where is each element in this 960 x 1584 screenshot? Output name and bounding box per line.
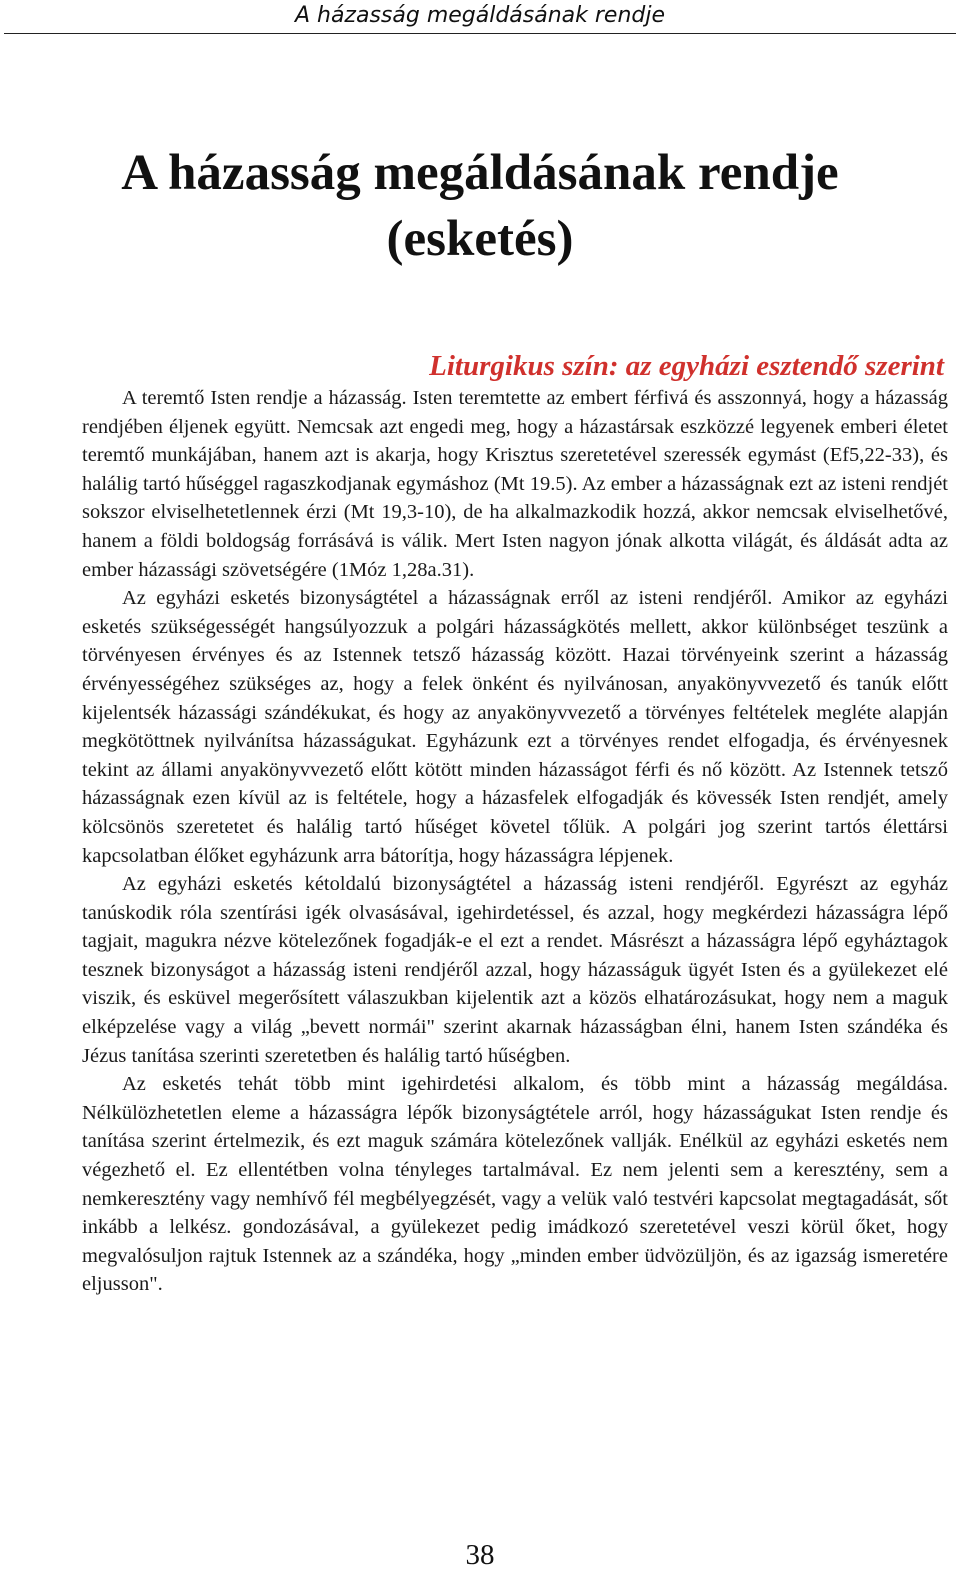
paragraph-3: Az egyházi esketés kétoldalú bizonyságtétel a házasság isteni rendjéről. Egyrészt az egyház tanúskodik róla szentírási igék olvasásával, igehirdetéssel, és azzal, hogy megkérdezi házasságra lépő tagjait, magukra nézve kötelezőnek fogadják-e el ezt a rendet. Másrészt a házasságra lépő egyháztagok tesznek bizonyságot a házasság isteni rendjéről azzal, hogy házasságuk ügyét Isten és a gyülekezet elé viszik, és esküvel megerősített válaszukban kijelentik azt a közös elhatározásukat, hogy nem a maguk elképzelése vagy a világ „bevett normái" szerint akarnak házasságban élni, hanem Isten szándéka és Jézus tanítása szerinti szeretetben és halálig tartó hűségben.	[82, 873, 948, 1067]
page-title-line-2: (esketés)	[386, 211, 574, 267]
page-title-line-1: A házasság megáldásának rendje	[121, 145, 839, 201]
paragraph-4: Az esketés tehát több mint igehirdetési alkalom, és több mint a házasság megáldása. Nélkülözhetetlen eleme a házasságra lépők bizonyságtétele arról, hogy házasságukat Isten rendje és tanítása szerint értelmezik, és ezt maguk számára kötelezőnek vallják. Enélkül az egyházi esketés nem végezhető el. Ez ellentétben volna tényleges tartalmával. Ez nem jelenti sem a keresztény, sem a nemkeresztény vagy nemhívő fél megbélyegzését, vagy a velük való testvéri kapcsolat megtagadását, sőt inkább a lelkész. gondozásával, a gyülekezet pedig imádkozó szeretetével veszi körül őket, hogy megvalósuljon rajtuk Istennek az a szándéka, hogy „minden ember üdvözüljön, és az igazság ismeretére eljusson".	[82, 1073, 948, 1296]
liturgical-color-subtitle: Liturgikus szín: az egyházi esztendő szerint	[429, 350, 944, 382]
page-number: 38	[465, 1539, 495, 1571]
running-header: A házasság megáldásának rendje	[4, 0, 956, 34]
paragraph-2: Az egyházi esketés bizonyságtétel a házasságnak erről az isteni rendjéről. Amikor az egyházi esketés szükségességét hangsúlyozzuk a polgári házasságkötés mellett, akkor különbséget teszünk a törvényesen érvényes és az Istennek tetsző házasság között. Hazai törvényeink szerint a házasság érvényességéhez szükséges az, hogy a felek önként és nyilvánosan, anyakönyvvezető és tanúk előtt kijelentsék házassági szándékukat, és hogy az anyakönyvvezető a törvényes feltételek megléte alapján megkötöttnek nyilvánítsa házasságukat. Egyházunk ezt a törvényes rendet elfogadja, és érvényesnek tekint az állami anyakönyvvezető előtt kötött minden házasságot férfi és nő között. Az Istennek tetsző házasságnak ezen kívül az is feltétele, hogy a házasfelek elfogadják és kövessék Isten rendjét, amely kölcsönös szeretetet és halálig tartó hűséget követel tőlük. A polgári jog szerint tartós élettársi kapcsolatban élőket egyházunk arra bátorítja, hogy házasságra lépjenek.	[82, 587, 948, 867]
paragraph-1: A teremtő Isten rendje a házasság. Isten teremtette az embert férfivá és asszonnyá, hogy a házasság rendjében éljenek együtt. Nemcsak azt engedi meg, hogy a házastársak eszközzé legyenek emberi életet teremtő munkájában, hanem azt is akarja, hogy Krisztus szeretetével szeressék egymást (Ef5,22-33), és halálig tartó hűséggel ragaszkodjanak egymáshoz (Mt 19.5). Az ember a házasságnak ezt az isteni rendjét sokszor elviselhetetlennek érzi (Mt 19,3-10), de ha alkalmazkodik hozzá, akkor nemcsak elviselhetővé, hanem a földi boldogság forrásává is válik. Mert Isten nagyon jónak alkotta világát, és áldását adta az ember házassági szövetségére (1Móz 1,28a.31).	[82, 387, 948, 581]
page-title	[0, 140, 960, 272]
body-text	[82, 384, 948, 1299]
